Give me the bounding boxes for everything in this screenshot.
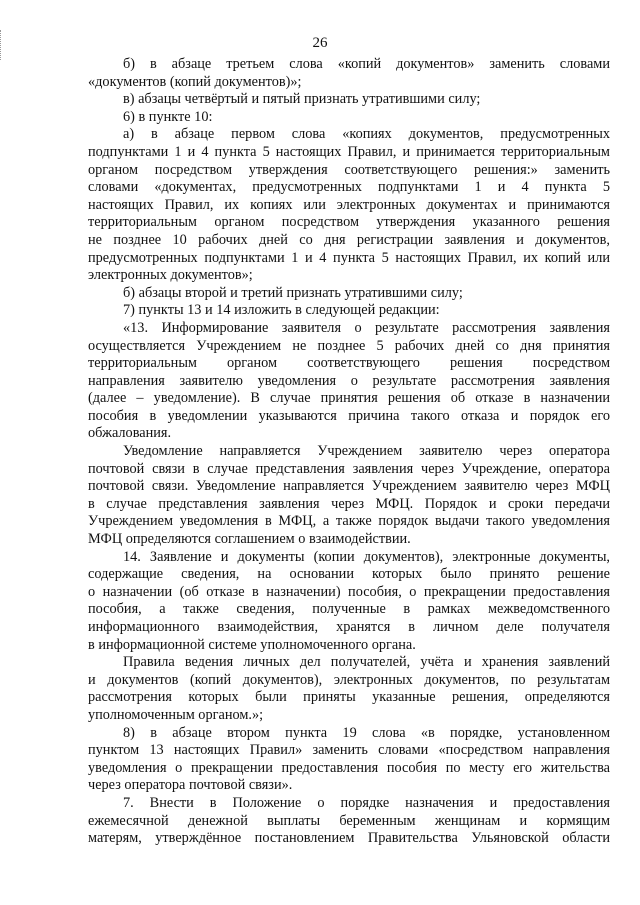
text-line: в) абзацы четвёртый и пятый признать утратившими силу;: [123, 91, 481, 108]
text-line: а) в абзаце первом слова «копиях документов, предусмотренных: [123, 126, 610, 143]
text-line: через оператора почтовой связи».: [88, 777, 293, 794]
document-body: [88, 56, 610, 848]
text-line: «13. Информирование заявителя о результате рассмотрения заявления: [123, 319, 610, 336]
text-line: МФЦ определяются соглашением о взаимодействии.: [88, 531, 411, 548]
text-line: органом посредством утверждения соответствующего решения:» заменить: [88, 161, 610, 178]
text-line: пособия в уведомлении указываются причина такого отказа и порядок его: [88, 407, 610, 424]
text-line: уведомления о прекращении предоставления пособия по месту его жительства: [88, 759, 610, 776]
text-line: подпунктами 1 и 4 пункта 5 настоящих Правил, и принимается территориальным: [88, 143, 610, 160]
text-line: информационного взаимодействия, хранятся в личном деле получателя: [88, 619, 610, 635]
text-line: б) в абзаце третьем слова «копий документов» заменить словами: [123, 56, 610, 72]
text-line: не позднее 10 рабочих дней со дня регистрации заявления и документов,: [88, 231, 610, 248]
text-line: направления заявителю уведомления о результате рассмотрения заявления: [88, 372, 610, 389]
text-line: 14. Заявление и документы (копии документов), электронные документы,: [123, 548, 610, 565]
text-line: предусмотренных подпунктами 1 и 4 пункта 5 настоящих Правил, их копий или: [88, 249, 610, 266]
text-line: пунктом 13 настоящих Правил» заменить словами «посредством направления: [88, 742, 610, 759]
text-line: электронных документов»;: [88, 267, 253, 284]
text-line: словами «документах, предусмотренных подпунктами 1 и 4 пункта 5: [88, 179, 610, 196]
text-line: б) абзацы второй и третий признать утратившими силу;: [123, 284, 463, 301]
text-line: и документов (копий документов), электронных документов, по результатам: [88, 671, 610, 688]
text-line: территориальным органом соответствующего решения посредством: [88, 355, 610, 372]
text-line: «документов (копий документов)»;: [88, 73, 302, 90]
text-line: 6) в пункте 10:: [123, 108, 213, 125]
text-line: 7. Внести в Положение о порядке назначения и предоставления: [123, 794, 610, 811]
text-line: почтовой связи. Уведомление направляется Учреждением заявителю через МФЦ: [88, 478, 610, 495]
text-line: рассмотрения которых были приняты указанные решения, определяются: [88, 689, 610, 706]
text-line: территориальным органом посредством утверждения указанного решения: [88, 214, 610, 231]
text-line: (далее – уведомление). В случае принятия решения об отказе в назначении: [88, 390, 610, 407]
text-line: в информационной системе уполномоченного органа.: [88, 636, 416, 653]
text-line: почтовой связи в случае представления заявления через Учреждение, оператора: [88, 460, 610, 477]
text-line: ежемесячной денежной выплаты беременным женщинам и кормящим: [88, 812, 610, 829]
text-line: уполномоченным органом.»;: [88, 706, 264, 723]
text-line: о назначении (об отказе в назначении) пособия, о прекращении предоставления: [88, 583, 610, 600]
text-line: матерям, утверждённое постановлением Правительства Ульяновской области: [88, 830, 610, 847]
text-line: пособия, а также сведения, полученные в рамках межведомственного: [88, 601, 610, 618]
text-line: Уведомление направляется Учреждением заявителю через оператора: [123, 443, 610, 460]
text-line: Правила ведения личных дел получателей, учёта и хранения заявлений: [123, 654, 610, 671]
text-line: в случае представления заявления через МФЦ. Порядок и сроки передачи: [88, 495, 610, 512]
text-line: 8) в абзаце втором пункта 19 слова «в порядке, установленном: [123, 724, 610, 741]
text-line: настоящих Правил, их копиях или электронных документах и принимаются: [88, 196, 610, 213]
text-line: Учреждением уведомления в МФЦ, а также порядок выдачи такого уведомления: [88, 513, 610, 530]
page-number: 26: [312, 35, 328, 51]
text-line: обжалования.: [88, 425, 172, 442]
text-line: осуществляется Учреждением не позднее 5 рабочих дней со дня принятия: [88, 337, 610, 354]
text-line: содержащие сведения, на основании которых было принято решение: [88, 566, 610, 583]
text-line: 7) пункты 13 и 14 изложить в следующей редакции:: [123, 302, 440, 319]
